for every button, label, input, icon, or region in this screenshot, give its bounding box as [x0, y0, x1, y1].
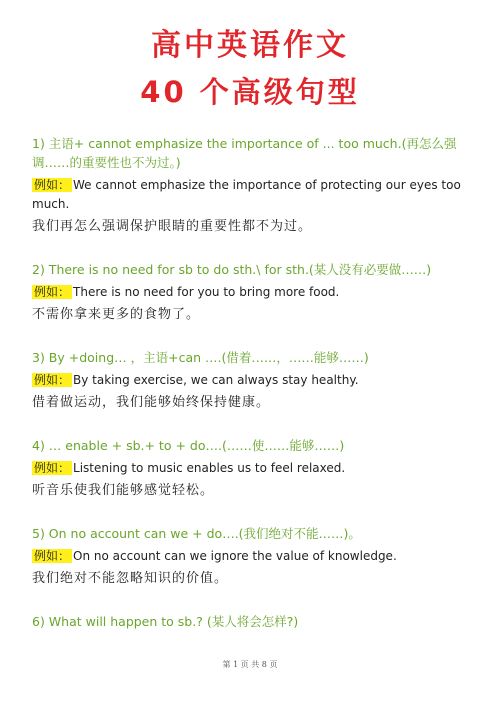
sentence-pattern-1 — [32, 134, 468, 238]
chinese-translation: 我们绝对不能忽略知识的价值。 — [32, 571, 229, 586]
sentence-pattern-2 — [32, 260, 468, 326]
pattern-heading: 5) On no account can we + do….(我们绝对不能……)。 — [32, 526, 361, 541]
chinese-translation: 我们再怎么强调保护眼睛的重要性都不为过。 — [32, 219, 313, 234]
example-sentence — [32, 283, 468, 302]
sentence-pattern-3 — [32, 348, 468, 414]
example-text: We cannot emphasize the importance of protecting our eyes too much. — [32, 178, 461, 211]
example-sentence — [32, 547, 468, 566]
sentence-pattern-4 — [32, 436, 468, 502]
example-text: There is no need for you to bring more food. — [73, 285, 340, 299]
page-footer: 第 1 页 共 8 页 — [222, 660, 278, 669]
example-sentence — [32, 371, 468, 390]
example-label: 例如： — [34, 178, 71, 192]
pattern-heading: 6) What will happen to sb.? (某人将会怎样?) — [32, 614, 299, 629]
page-subtitle: 40 个高级句型 — [140, 75, 360, 109]
pattern-heading: 4) … enable + sb.+ to + do….(……使……能够……) — [32, 438, 345, 453]
sentence-pattern-6 — [32, 612, 468, 631]
chinese-translation: 不需你拿来更多的食物了。 — [32, 307, 201, 322]
example-text: On no account can we ignore the value of knowledge. — [73, 549, 397, 563]
chinese-translation: 借着做运动，我们能够始终保持健康。 — [32, 395, 271, 410]
example-sentence — [32, 459, 468, 478]
sentence-pattern-5 — [32, 524, 468, 590]
example-label: 例如： — [34, 373, 71, 387]
example-label: 例如： — [34, 461, 71, 475]
example-label: 例如： — [34, 285, 71, 299]
example-text: Listening to music enables us to feel relaxed. — [73, 461, 346, 475]
pattern-heading: 2) There is no need for sb to do sth.\ for sth.(某人没有必要做……) — [32, 262, 432, 277]
pattern-heading: 3) By +doing… ，主语+can ….(借着……，……能够……) — [32, 350, 369, 365]
example-sentence — [32, 176, 468, 214]
content-body — [32, 134, 468, 653]
example-text: By taking exercise, we can always stay healthy. — [73, 373, 359, 387]
chinese-translation: 听音乐使我们能够感觉轻松。 — [32, 483, 215, 498]
pattern-heading: 1) 主语+ cannot emphasize the importance of ... too much.(再怎么强调……的重要性也不为过。) — [32, 136, 457, 170]
example-label: 例如： — [34, 549, 71, 563]
page-title: 高中英语作文 — [151, 28, 349, 63]
